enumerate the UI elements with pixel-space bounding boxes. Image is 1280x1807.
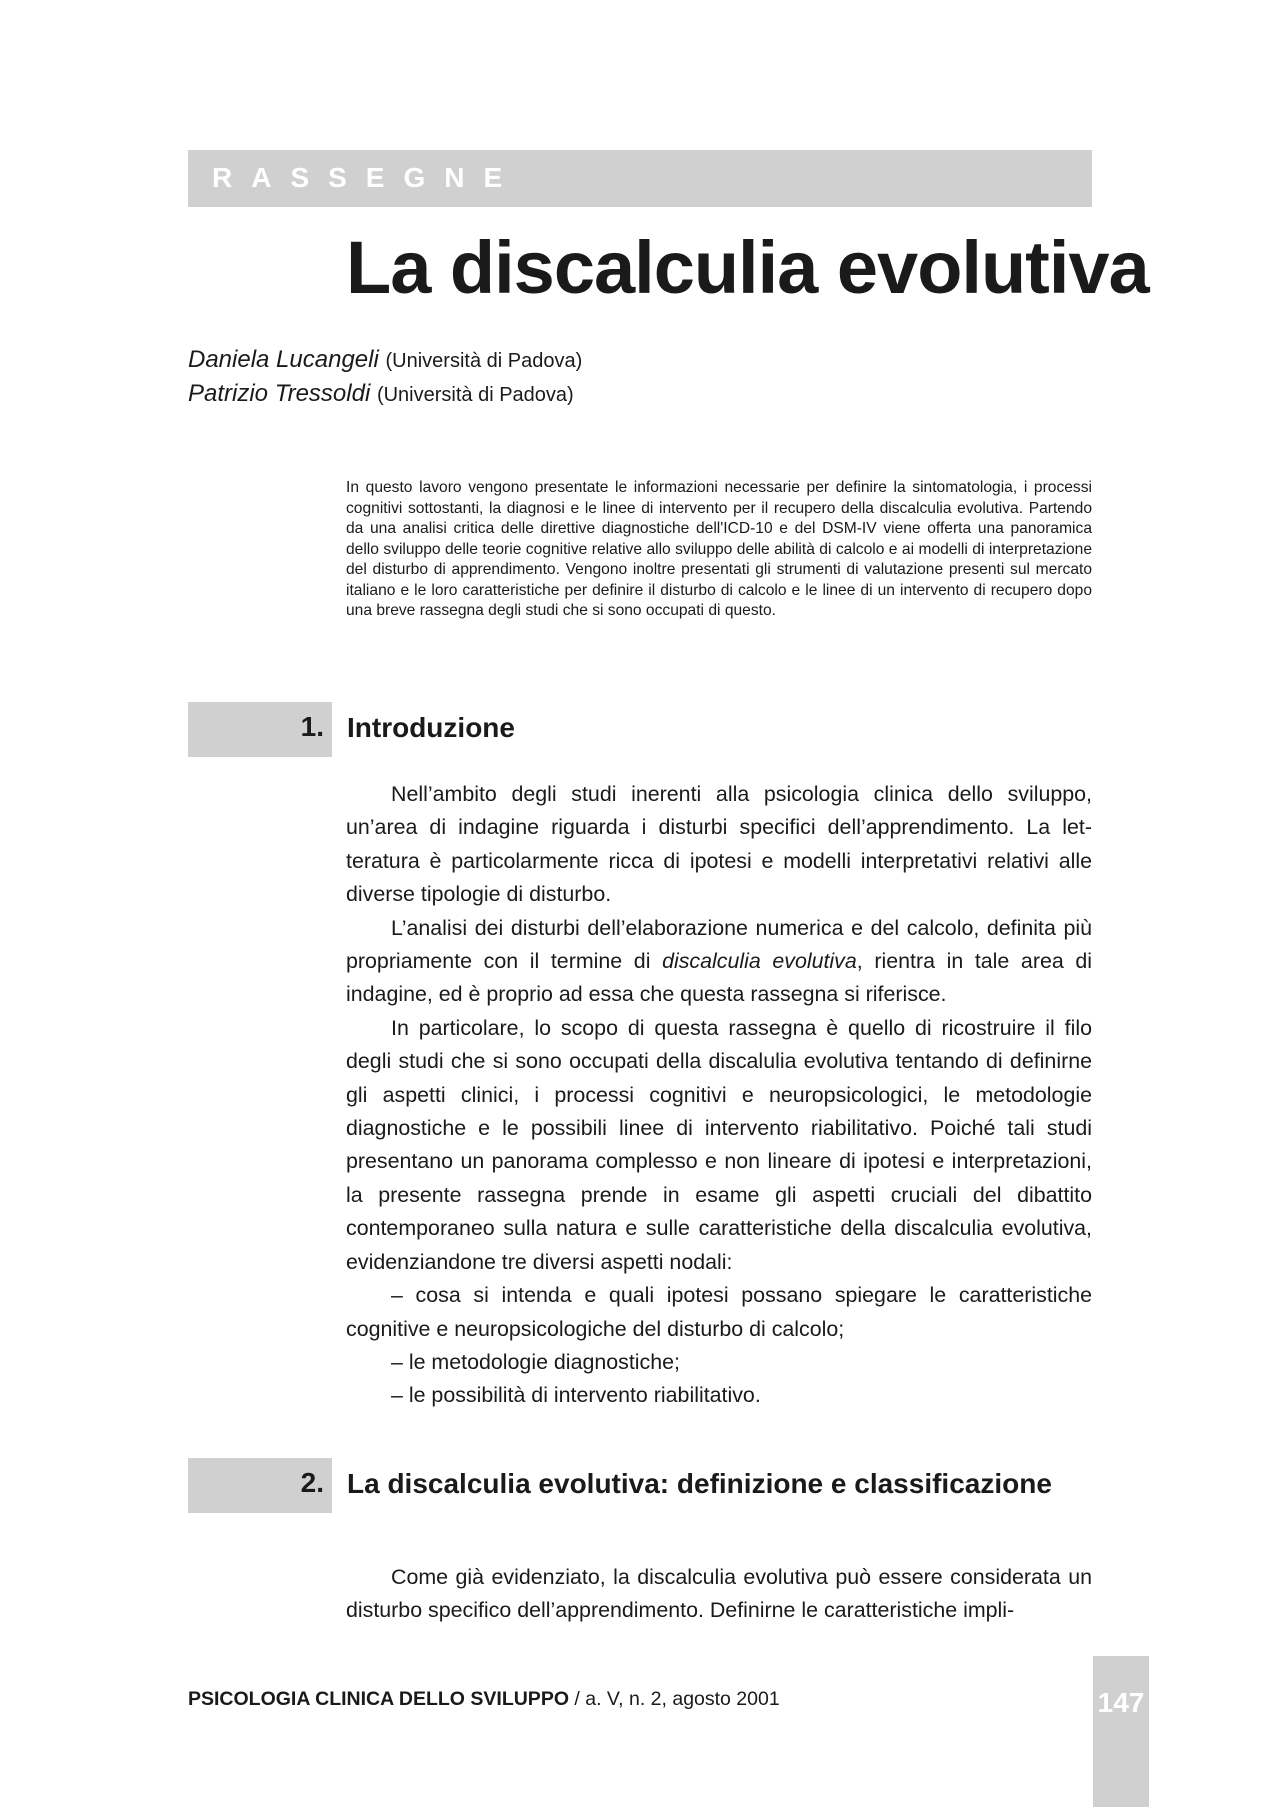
journal-name: PSICOLOGIA CLINICA DELLO SVILUPPO — [188, 1688, 569, 1710]
section-number: 1. — [300, 711, 324, 742]
paragraph-text: L’analisi dei disturbi dell’elaborazione numerica e del calcolo, definita più propriamente con il termine di — [346, 915, 1092, 974]
author-name: Patrizio Tressoldi — [188, 380, 371, 407]
journal-citation — [188, 1688, 780, 1711]
section-heading: Introduzione — [347, 712, 515, 743]
paragraph: Nell’ambito degli studi inerenti alla psicologia clinica dello sviluppo, un’area di indagine riguarda i disturbi specifici dell’apprendimento. La letteratura è particolarmente ricca di ipotesi e modelli interpretativi relativi alle diverse tipologie di disturbo. — [346, 782, 1092, 907]
list-item: – le metodologie diagnostiche; — [391, 1349, 680, 1374]
author-line — [188, 346, 582, 374]
section-body — [346, 778, 1092, 1413]
author-name: Daniela Lucangeli — [188, 346, 379, 373]
emphasized-term: discalculia evolutiva — [662, 949, 857, 974]
section-body — [346, 1561, 1092, 1628]
paragraph: Come già evidenziato, la discalculia evolutiva può essere considerata un disturbo specifico dell’apprendimento. Definirne le caratteristiche impli- — [346, 1565, 1092, 1623]
paragraph: In particolare, lo scopo di questa rassegna è quello di ricostruire il filo degli studi che si sono occupati della discalulia evolutiva tentando di definirne gli aspetti clinici, i processi cognitivi e neuropsicologici, le metodologie diagnostiche e le possibili linee di intervento riabilitativo. Poiché tali studi presentano un panorama complesso e non lineare di ipotesi e interpretazioni, la presente rassegna prende in esame gli aspetti cruciali del dibattito contemporaneo sulla natura e sulle caratteristiche della discalculia evolutiva, evidenziandone tre diversi aspetti nodali: — [346, 1015, 1092, 1274]
author-affiliation: (Università di Padova) — [376, 384, 574, 406]
journal-issue: / a. V, n. 2, agosto 2001 — [569, 1688, 780, 1710]
page-number: 147 — [1097, 1687, 1145, 1718]
article-title: La discalculia evolutiva — [346, 226, 1149, 309]
page-number-tab — [1093, 1656, 1149, 1807]
author-line — [188, 380, 574, 408]
paragraph — [346, 912, 1092, 1012]
section-heading: La discalculia evolutiva: definizione e classificazione — [347, 1468, 1052, 1499]
list-item: – le possibilità di intervento riabilitativo. — [391, 1383, 761, 1408]
list-item: – cosa si intenda e quali ipotesi possano spiegare le caratteristiche cognitive e neuropsicologiche del disturbo di calcolo; — [346, 1283, 1092, 1341]
author-affiliation: (Università di Padova) — [385, 350, 583, 372]
section-label: RASSEGNE — [212, 162, 522, 193]
paragraph-text: , rientra in tale area di indagine, ed è proprio ad essa che questa rassegna si riferisce. — [346, 949, 1092, 1007]
abstract: In questo lavoro vengono presentate le informazioni necessarie per definire la sintomatologia, i processi cognitivi sottostanti, la diagnosi e le linee di intervento per il recupero della discalculia evolutiva. Partendo da una analisi critica delle direttive diagnostiche dell'ICD-10 e del DSM-IV viene offerta una panoramica dello sviluppo delle teorie cognitive relative allo sviluppo delle abilità di calcolo e ai modelli di interpretazione del disturbo di apprendimento. Vengono inoltre presentati gli strumenti di valutazione presenti sul mercato italiano e le loro caratteristiche per definire il disturbo di calcolo e le linee di un intervento di recupero dopo una breve rassegna degli studi che si sono occupati di questo. — [346, 479, 1092, 619]
section-number: 2. — [300, 1467, 324, 1498]
